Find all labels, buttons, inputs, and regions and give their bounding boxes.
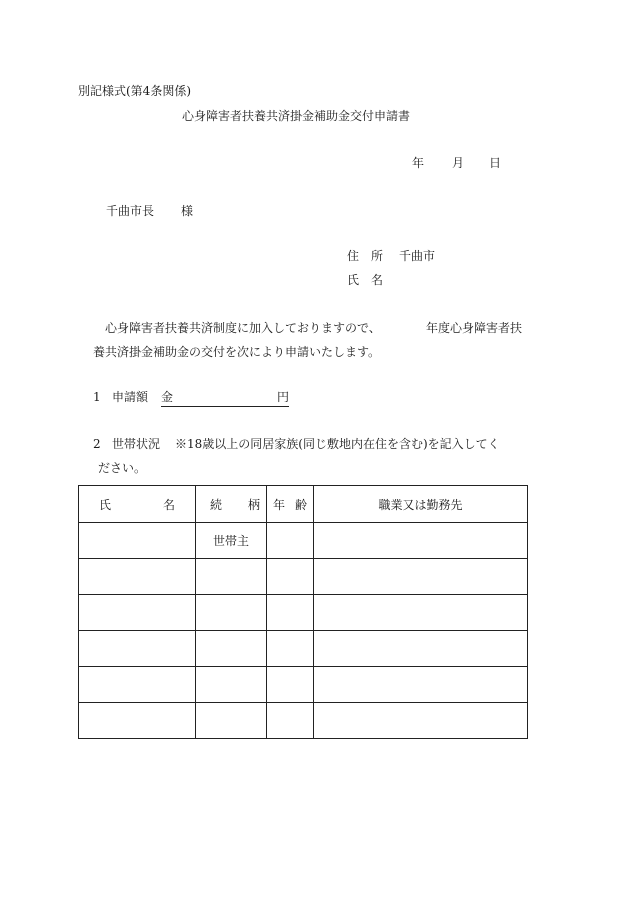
amount-field[interactable] [161, 389, 289, 407]
cell-relation[interactable] [196, 631, 267, 667]
table-row [79, 523, 528, 559]
table-row [79, 703, 528, 739]
cell-name[interactable] [79, 667, 196, 703]
date-day-label: 日 [489, 156, 502, 170]
cell-name[interactable] [79, 595, 196, 631]
body-line-1a: 心身障害者扶養共済制度に加入しておりますので、 [105, 321, 381, 335]
header-age [267, 486, 314, 523]
applicant-name-label: 氏 名 [347, 273, 384, 287]
cell-occupation[interactable] [314, 631, 528, 667]
header-name-part-1: 氏 [99, 497, 112, 512]
body-line-1b: 年度心身障害者扶 [426, 321, 523, 335]
cell-relation[interactable] [196, 703, 267, 739]
cell-relation[interactable] [196, 559, 267, 595]
header-name [79, 486, 196, 523]
cell-occupation[interactable] [314, 703, 528, 739]
table-row [79, 631, 528, 667]
body-line-2: 養共済掛金補助金の交付を次により申請いたします。 [93, 345, 381, 359]
table-row [79, 595, 528, 631]
cell-name[interactable] [79, 631, 196, 667]
table-row [79, 559, 528, 595]
date-year-label: 年 [412, 156, 425, 170]
item1-label: 申請額 [112, 390, 149, 404]
cell-age[interactable] [267, 667, 314, 703]
address-value: 千曲市 [399, 249, 436, 263]
addressee-name: 千曲市長 [106, 204, 155, 218]
header-occupation: 職業又は勤務先 [314, 486, 528, 523]
addressee-honorific: 様 [181, 204, 194, 218]
amount-suffix: 円 [276, 390, 289, 404]
cell-name[interactable] [79, 559, 196, 595]
table-row [79, 667, 528, 703]
item2-note-line-2: ださい。 [98, 461, 147, 475]
item1-number: 1 [93, 390, 101, 404]
cell-age[interactable] [267, 703, 314, 739]
document-title: 心身障害者扶養共済掛金補助金交付申請書 [182, 109, 411, 123]
cell-occupation[interactable] [314, 667, 528, 703]
cell-relation[interactable] [196, 595, 267, 631]
item2-number: 2 [93, 437, 101, 451]
household-table [78, 485, 528, 739]
cell-occupation[interactable] [314, 523, 528, 559]
header-name-part-2: 名 [162, 497, 175, 512]
cell-age[interactable] [267, 559, 314, 595]
cell-occupation[interactable] [314, 559, 528, 595]
header-relation [196, 486, 267, 523]
date-month-label: 月 [452, 156, 465, 170]
amount-prefix: 金 [161, 390, 174, 404]
item2-note-line-1: ※18歳以上の同居家族(同じ敷地内在住を含む)を記入してく [175, 437, 500, 451]
cell-occupation[interactable] [314, 595, 528, 631]
item2-label: 世帯状況 [112, 437, 161, 451]
cell-name[interactable] [79, 703, 196, 739]
cell-age[interactable] [267, 631, 314, 667]
header-age-part-2: 齢 [294, 497, 307, 512]
header-age-part-1: 年 [273, 497, 286, 512]
address-label: 住 所 [347, 249, 384, 263]
cell-age[interactable] [267, 595, 314, 631]
cell-age[interactable] [267, 523, 314, 559]
cell-name[interactable] [79, 523, 196, 559]
header-relation-part-1: 続 [210, 497, 223, 512]
cell-relation[interactable] [196, 667, 267, 703]
form-reference: 別記様式(第4条関係) [78, 84, 191, 98]
header-relation-part-2: 柄 [247, 497, 260, 512]
cell-relation[interactable]: 世帯主 [196, 523, 267, 559]
table-header-row [79, 486, 528, 523]
